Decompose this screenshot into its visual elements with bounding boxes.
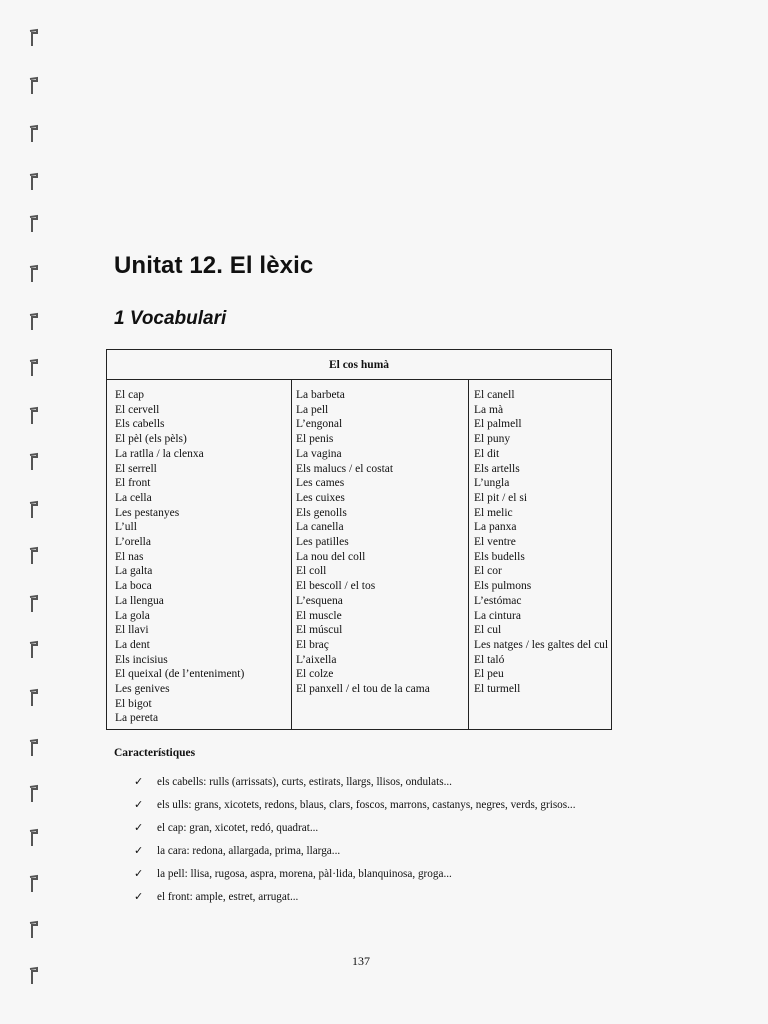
vocab-entry: Les pestanyes — [115, 506, 180, 519]
vocab-entry: La llengua — [115, 594, 164, 607]
vocab-entry: El front — [115, 477, 151, 490]
characteristic-text: el front: ample, estret, arrugat... — [157, 891, 299, 903]
binding-hole-icon — [28, 874, 42, 888]
vocab-entry: L’aixella — [296, 653, 337, 666]
vocab-entry: El cor — [474, 565, 502, 578]
characteristic-item — [134, 868, 614, 882]
vocab-entry: La barbeta — [296, 389, 345, 401]
binding-hole-icon — [28, 452, 42, 466]
binding-hole-icon — [28, 28, 42, 42]
vocab-entry: El serrell — [115, 462, 157, 475]
vocab-entry: Les cuixes — [296, 491, 345, 504]
vocab-entry: El taló — [474, 653, 505, 666]
vocab-entry: Els artells — [474, 462, 520, 475]
vocabulary-table — [106, 349, 612, 730]
check-icon: ✓ — [134, 798, 144, 811]
vocab-entry: La dent — [115, 638, 150, 651]
vocab-entry: La nou del coll — [296, 550, 366, 563]
vocab-entry: El melic — [474, 506, 513, 519]
vocab-entry: El turmell — [474, 683, 521, 696]
binding-hole-icon — [28, 640, 42, 654]
table-column-1 — [107, 380, 291, 729]
binding-hole-icon — [28, 920, 42, 934]
section-title: 1 Vocabulari — [114, 308, 227, 329]
vocab-entry: L’ungla — [474, 477, 510, 490]
characteristics-title: Característiques — [114, 747, 196, 759]
vocab-entry: La mà — [474, 403, 504, 416]
vocab-entry: El cap — [115, 389, 145, 401]
vocab-entry: El nas — [115, 550, 144, 563]
vocab-entry: La pereta — [115, 712, 159, 725]
characteristic-text: els cabells: rulls (arrissats), curts, estirats, llargs, llisos, ondulats... — [157, 776, 452, 788]
vocab-entry: El llavi — [115, 624, 149, 637]
vocab-entry: Els pulmons — [474, 580, 532, 593]
check-icon: ✓ — [134, 890, 144, 903]
characteristic-item — [134, 776, 614, 790]
vocab-entry: La gola — [115, 609, 150, 622]
vocab-entry: L’orella — [115, 536, 151, 549]
vocab-entry: Els cabells — [115, 418, 165, 431]
vocab-entry: El múscul — [296, 624, 343, 637]
vocab-entry: El cul — [474, 624, 502, 637]
table-body — [107, 380, 611, 729]
vocab-entry: La cella — [115, 491, 152, 504]
vocab-entry: Les patilles — [296, 536, 349, 549]
characteristic-text: el cap: gran, xicotet, redó, quadrat... — [157, 822, 319, 834]
vocab-entry: El peu — [474, 668, 504, 681]
vocab-entry: La canella — [296, 521, 344, 534]
vocab-entry: L’engonal — [296, 418, 343, 431]
vocab-entry: Les genives — [115, 683, 170, 696]
binding-hole-icon — [28, 688, 42, 702]
vocab-entry: El coll — [296, 565, 327, 578]
vocab-entry: Els budells — [474, 550, 525, 563]
vocab-entry: El canell — [474, 389, 515, 401]
vocab-entry: La ratlla / la clenxa — [115, 447, 204, 460]
vocab-entry: Els incisius — [115, 653, 168, 666]
vocab-entry: El braç — [296, 638, 329, 651]
vocab-entry: El cervell — [115, 403, 160, 416]
vocab-entry: L’esquena — [296, 594, 343, 607]
vocab-entry: El pèl (els pèls) — [115, 433, 187, 446]
vocab-entry: Els genolls — [296, 506, 347, 519]
binding-hole-icon — [28, 784, 42, 798]
characteristic-text: els ulls: grans, xicotets, redons, blaus, clars, foscos, marrons, castanys, negres, verds, grisos... — [157, 799, 576, 811]
unit-title: Unitat 12. El lèxic — [114, 252, 314, 279]
page-number: 137 — [352, 954, 370, 968]
vocab-entry: El panxell / el tou de la cama — [296, 683, 430, 696]
characteristic-item — [134, 845, 614, 859]
vocab-entry: El queixal (de l’enteniment) — [115, 668, 245, 681]
vocab-entry: Els malucs / el costat — [296, 462, 394, 475]
binding-hole-icon — [28, 214, 42, 228]
binding-hole-icon — [28, 124, 42, 138]
vocab-entry: El colze — [296, 668, 334, 681]
binding-hole-icon — [28, 546, 42, 560]
binding-hole-icon — [28, 594, 42, 608]
vocab-entry: La galta — [115, 565, 153, 578]
binding-hole-icon — [28, 172, 42, 186]
vocab-entry: La boca — [115, 580, 152, 593]
vocab-entry: La panxa — [474, 521, 517, 534]
characteristics-list — [134, 776, 614, 914]
vocab-entry: La cintura — [474, 609, 521, 622]
vocab-entry: El dit — [474, 447, 500, 460]
vocab-entry: El penis — [296, 433, 334, 446]
characteristic-item — [134, 822, 614, 836]
table-column-2 — [291, 380, 468, 729]
binding-hole-icon — [28, 406, 42, 420]
binding-hole-icon — [28, 738, 42, 752]
vocab-entry: El bigot — [115, 697, 152, 710]
table-column-3 — [468, 380, 611, 729]
binding-hole-icon — [28, 358, 42, 372]
vocab-entry: La pell — [296, 403, 329, 416]
vocab-entry: El ventre — [474, 536, 516, 549]
table-header: El cos humà — [107, 350, 611, 380]
characteristic-text: la cara: redona, allargada, prima, llarga... — [157, 845, 341, 857]
check-icon: ✓ — [134, 775, 144, 788]
vocab-entry: El puny — [474, 433, 511, 446]
vocab-entry: L’estómac — [474, 594, 522, 607]
check-icon: ✓ — [134, 844, 144, 857]
vocab-entry: Les natges / les galtes del cul — [474, 638, 609, 651]
check-icon: ✓ — [134, 821, 144, 834]
binding-hole-icon — [28, 500, 42, 514]
vocab-entry: La vagina — [296, 447, 342, 460]
vocab-entry: El palmell — [474, 418, 522, 431]
vocab-entry: El muscle — [296, 609, 342, 622]
binding-hole-icon — [28, 828, 42, 842]
characteristic-item — [134, 799, 614, 813]
check-icon: ✓ — [134, 867, 144, 880]
binding-hole-icon — [28, 264, 42, 278]
characteristic-text: la pell: llisa, rugosa, aspra, morena, pàl·lida, blanquinosa, groga... — [157, 868, 452, 880]
vocab-entry: El bescoll / el tos — [296, 580, 376, 593]
binding-hole-icon — [28, 312, 42, 326]
vocab-entry: L’ull — [115, 521, 137, 534]
binding-hole-icon — [28, 76, 42, 90]
vocab-entry: El pit / el si — [474, 491, 528, 504]
characteristic-item — [134, 891, 614, 905]
vocab-entry: Les cames — [296, 477, 345, 490]
